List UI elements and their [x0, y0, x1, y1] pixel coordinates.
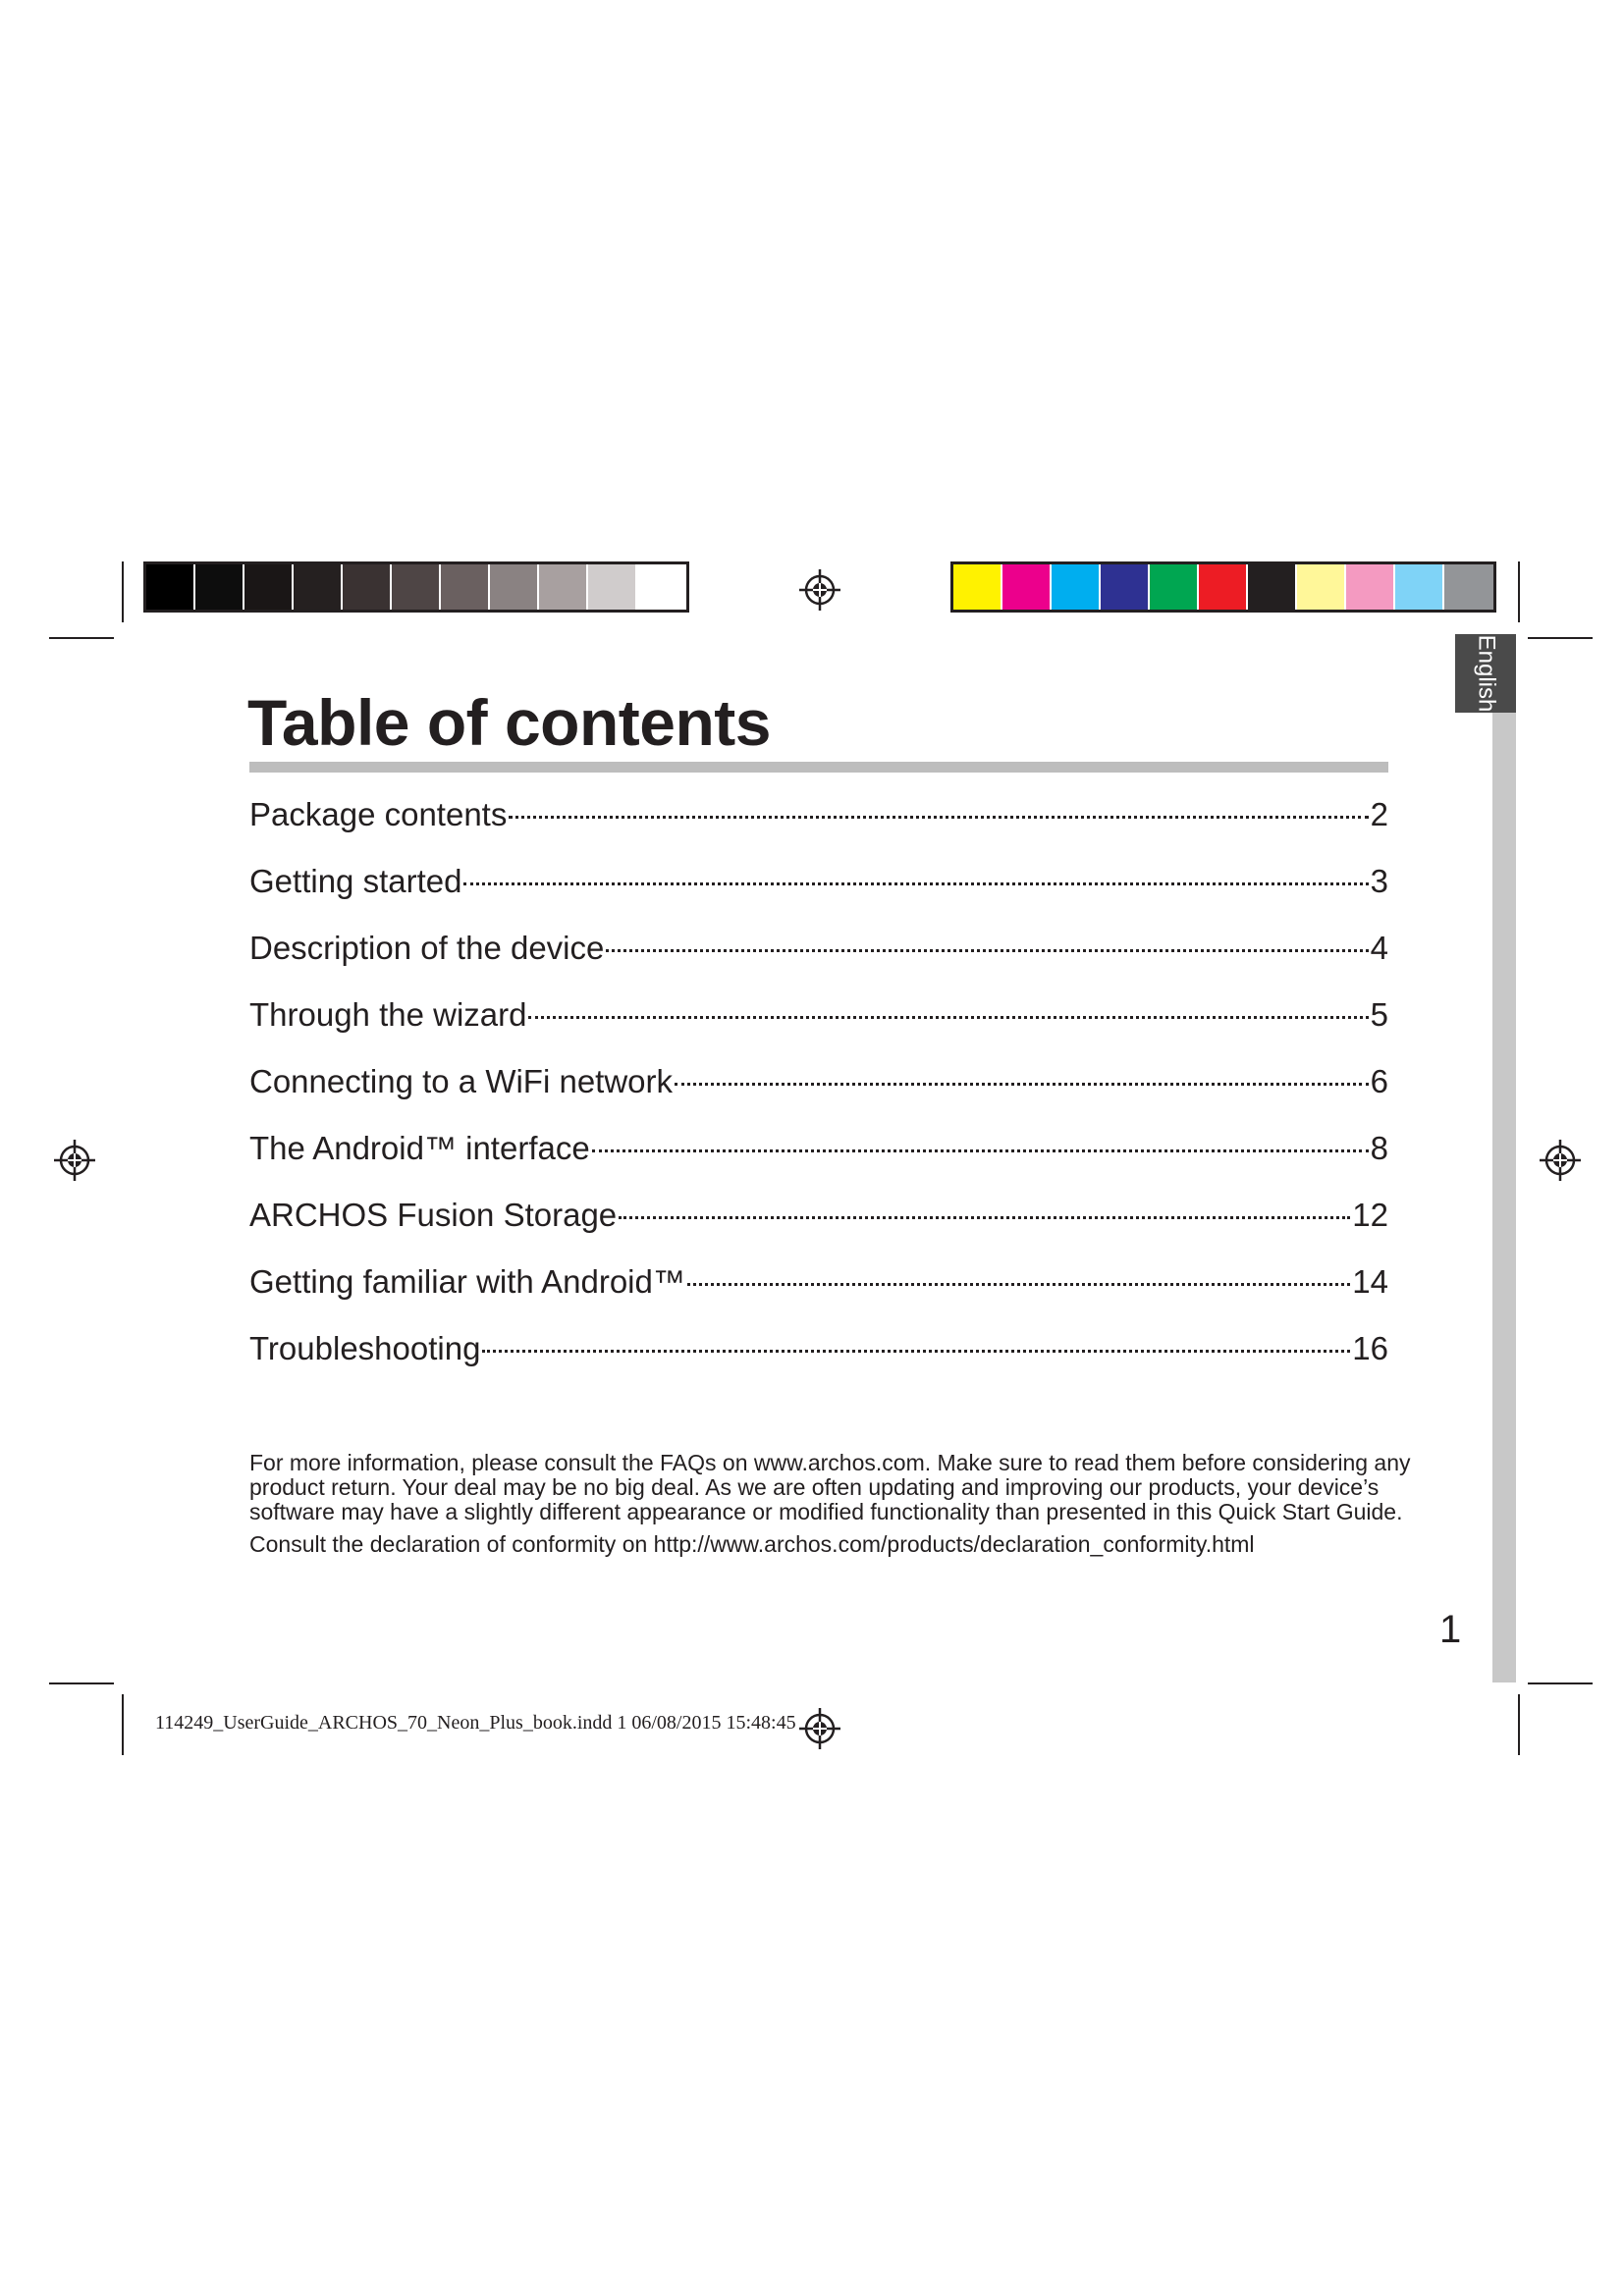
- toc-leader-dots: [528, 1016, 1368, 1019]
- toc-entry[interactable]: [249, 1048, 1388, 1115]
- info-note: For more information, please consult the FAQs on www.archos.com. Make sure to read them before considering any product return. Your deal may be no big deal. As we are often updating and improving our products, your device’s software may have a slightly different appearance or modified functionality than presented in this Quick Start Guide.: [249, 1450, 1411, 1524]
- grayscale-swatch: [490, 564, 539, 610]
- toc-entry-page: 5: [1370, 996, 1388, 1033]
- language-tab-label: English: [1473, 634, 1499, 713]
- process-swatch: [1444, 564, 1493, 610]
- crop-mark: [1528, 637, 1593, 639]
- toc-entry-label: ARCHOS Fusion Storage: [249, 1197, 618, 1233]
- process-swatch: [1346, 564, 1395, 610]
- page-number: 1: [1439, 1608, 1462, 1651]
- crop-mark: [122, 561, 124, 622]
- process-swatch: [1248, 564, 1297, 610]
- toc-entry-page: 6: [1370, 1063, 1388, 1099]
- grayscale-color-bar: [143, 561, 689, 613]
- grayscale-swatch: [294, 564, 343, 610]
- crop-mark: [122, 1694, 124, 1755]
- toc-entry-page: 12: [1352, 1197, 1388, 1233]
- toc-entry[interactable]: [249, 1115, 1388, 1182]
- process-color-bar: [950, 561, 1496, 613]
- grayscale-swatch: [343, 564, 392, 610]
- side-strip: [1492, 713, 1516, 1682]
- toc-entry-page: 3: [1370, 863, 1388, 899]
- crop-mark: [1518, 1694, 1520, 1755]
- process-swatch: [953, 564, 1002, 610]
- toc-entry-label: Through the wizard: [249, 996, 527, 1033]
- registration-mark-icon: [797, 1706, 842, 1751]
- toc-leader-dots: [619, 1216, 1350, 1219]
- toc-entry[interactable]: [249, 915, 1388, 982]
- process-swatch: [1052, 564, 1101, 610]
- toc-leader-dots: [482, 1350, 1350, 1353]
- grayscale-swatch: [637, 564, 686, 610]
- toc-entry-page: 8: [1370, 1130, 1388, 1166]
- toc-entry[interactable]: [249, 1182, 1388, 1249]
- registration-mark-icon: [1538, 1138, 1583, 1183]
- crop-mark: [49, 637, 114, 639]
- crop-mark: [1528, 1682, 1593, 1684]
- conformity-note: Consult the declaration of conformity on http://www.archos.com/products/declaration_conformity.html: [249, 1531, 1255, 1557]
- toc-leader-dots: [687, 1283, 1350, 1286]
- process-swatch: [1002, 564, 1052, 610]
- grayscale-swatch: [392, 564, 441, 610]
- toc-entry[interactable]: [249, 1315, 1388, 1382]
- toc-entry-label: Getting familiar with Android™: [249, 1263, 685, 1300]
- grayscale-swatch: [588, 564, 637, 610]
- registration-mark-icon: [797, 567, 842, 613]
- toc-entry[interactable]: [249, 982, 1388, 1048]
- toc-leader-dots: [606, 949, 1368, 952]
- toc-entry-page: 16: [1352, 1330, 1388, 1366]
- toc-entry-page: 4: [1370, 930, 1388, 966]
- crop-mark: [1518, 561, 1520, 622]
- grayscale-swatch: [244, 564, 294, 610]
- toc-leader-dots: [592, 1149, 1369, 1152]
- toc-entry[interactable]: [249, 1249, 1388, 1315]
- toc-entry-page: 2: [1370, 796, 1388, 832]
- toc-entry[interactable]: [249, 848, 1388, 915]
- toc-entry-label: Getting started: [249, 863, 462, 899]
- toc-entry-label: Connecting to a WiFi network: [249, 1063, 674, 1099]
- toc-entry-label: The Android™ interface: [249, 1130, 590, 1166]
- toc-leader-dots: [509, 816, 1368, 819]
- grayscale-swatch: [441, 564, 490, 610]
- toc-leader-dots: [675, 1083, 1369, 1086]
- page-title: Table of contents: [247, 686, 771, 759]
- process-swatch: [1101, 564, 1150, 610]
- language-tab: [1455, 634, 1516, 713]
- toc-leader-dots: [463, 882, 1368, 885]
- toc-entry-label: Troubleshooting: [249, 1330, 481, 1366]
- process-swatch: [1150, 564, 1199, 610]
- process-swatch: [1395, 564, 1444, 610]
- grayscale-swatch: [146, 564, 195, 610]
- process-swatch: [1297, 564, 1346, 610]
- toc-entry-label: Description of the device: [249, 930, 605, 966]
- title-divider: [249, 762, 1388, 773]
- toc-list: [249, 781, 1388, 1382]
- process-swatch: [1199, 564, 1248, 610]
- grayscale-swatch: [195, 564, 244, 610]
- toc-entry-label: Package contents: [249, 796, 508, 832]
- print-slug: 114249_UserGuide_ARCHOS_70_Neon_Plus_book.indd 1 06/08/2015 15:48:45: [155, 1712, 796, 1734]
- toc-entry-page: 14: [1352, 1263, 1388, 1300]
- grayscale-swatch: [539, 564, 588, 610]
- crop-mark: [49, 1682, 114, 1684]
- registration-mark-icon: [52, 1138, 97, 1183]
- toc-entry[interactable]: [249, 781, 1388, 848]
